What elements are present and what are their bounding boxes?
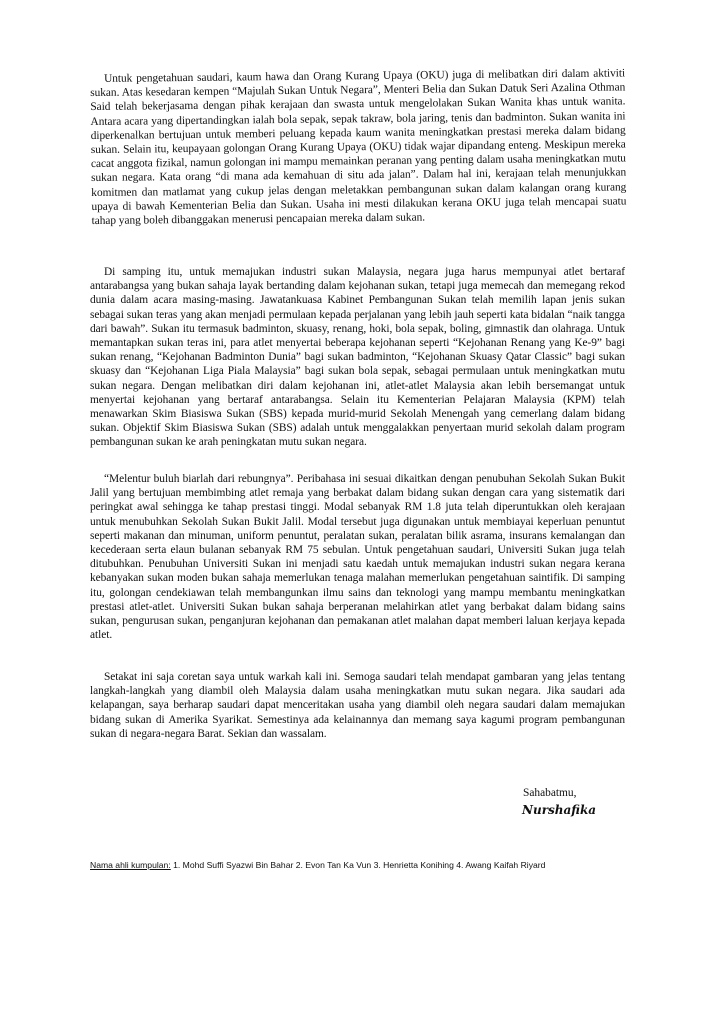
closing-salutation: Sahabatmu, — [523, 787, 577, 799]
footer-members: 1. Mohd Suffi Syazwi Bin Bahar 2. Evon Tan Ka Vun 3. Henrietta Konihing 4. Awang Kaifah Riyard — [173, 860, 546, 870]
paragraph-international-athletes: Di samping itu, untuk memajukan industri sukan Malaysia, negara juga harus mempunyai atlet bertaraf antarabangsa yang bukan sahaja layak bertanding dalam kejohanan sukan, tetapi juga memecah dan memegang rekod dunia dalam acara masing-masing. Jawatankuasa Kabinet Pembangunan Sukan telah memilih lapan jenis sukan sebagai sukan teras yang akan menjadi permulaan kepada perjalanan yang lebih jauh seperti kata bidalan “naik tangga dari bawah”. Sukan itu termasuk badminton, skuasy, renang, hoki, bola sepak, boling, gimnastik dan olahraga. Untuk memantapkan sukan teras ini, para atlet menyertai beberapa kejohanan seperti “Kejohanan Renang yang Ke-9” bagi sukan renang, “Kejohanan Badminton Dunia” bagi sukan badminton, “Kejohanan Skuasy Qatar Classic” bagi sukan skuasy dan “Kejohanan Liga Piala Malaysia” bagi sukan bola sepak, sebagai permulaan untuk meningkatkan mutu sukan negara. Dengan melibatkan diri dalam kejohanan ini, atlet-atlet Malaysia akan lebih bersemangat untuk menyertai kejohanan yang bertaraf antarabangsa. Selain itu Kementerian Pelajaran Malaysia (KPM) telah menawarkan Skim Biasiswa Sukan (SBS) kepada murid-murid Sekolah Menengah yang cemerlang dalam bidang sukan. Objektif Skim Biasiswa Sukan (SBS) adalah untuk menggalakkan penyertaan murid sekolah dalam program pembangunan sukan ke arah peningkatan mutu sukan negara. — [90, 266, 625, 449]
paragraph-conclusion: Setakat ini saja coretan saya untuk warkah kali ini. Semoga saudari telah mendapat gambaran yang jelas tentang langkah-langkah yang diambil oleh Malaysia dalam usaha meningkatkan mutu sukan negara. Jika saudari ada kelapangan, saya berharap saudari dapat menceritakan usaha yang diambil oleh negara saudari dalam memajukan bidang sukan di Amerika Syarikat. Semestinya ada kelainannya dan memang saya kagumi program pembangunan sukan di negara-negara Barat. Sekian dan wassalam. — [90, 671, 625, 740]
group-members-footer — [90, 860, 630, 870]
signature: Nurshafika — [522, 803, 597, 817]
paragraph-women-oku: Untuk pengetahuan saudari, kaum hawa dan Orang Kurang Upaya (OKU) juga di melibatkan diri dalam aktiviti sukan. Atas kesedaran kempen “Majulah Sukan Untuk Negara”, Menteri Belia dan Sukan Datuk Seri Azalina Othman Said telah bekerjasama dengan pihak kerajaan dan swasta untuk mengelolakan Sukan Wanita khas untuk wanita. Antara acara yang dipertandingkan ialah bola sepak, sepak takraw, bola jaring, tenis dan badminton. Sukan wanita ini diperkenalkan bertujuan untuk memberi peluang kepada kaum wanita meningkatkan prestasi mereka dalam bidang sukan. Selain itu, keupayaan golongan Orang Kurang Upaya (OKU) tidak wajar dipandang enteng. Meskipun mereka cacat anggota fizikal, namun golongan ini mampu memainkan peranan yang penting dalam usaha meningkatkan mutu sukan negara. Kata orang “di mana ada kemahuan di situ ada jalan”. Dalam hal ini, kerajaan telah menunjukkan komitmen dan matlamat yang cukup jelas dengan meletakkan pembangunan sukan dalam kalangan orang kurang upaya di bawah Kementerian Belia dan Sukan. Usaha ini mesti dilakukan kerana OKU juga telah mencapai suatu tahap yang boleh dibanggakan menerusi pencapaian mereka dalam sukan. — [90, 67, 627, 228]
footer-label: Nama ahli kumpulan: — [90, 860, 171, 870]
paragraph-sports-school: “Melentur buluh biarlah dari rebungnya”. Peribahasa ini sesuai dikaitkan dengan penubuhan Sekolah Sukan Bukit Jalil yang bertujuan membimbing atlet remaja yang berbakat dalam bidang sukan dengan cara yang sistematik dari peringkat awal sehingga ke tahap prestasi tinggi. Modal sebanyak RM 1.8 juta telah diperuntukkan oleh kerajaan untuk menubuhkan Sekolah Sukan Bukit Jalil. Modal tersebut juga digunakan untuk membiayai keperluan penuntut seperti makanan dan minuman, uniform penuntut, peralatan sukan, peralatan bilik asrama, insurans kemalangan dan kecederaan serta elaun bulanan sebanyak RM 75 sebulan. Untuk pengetahuan saudari, Universiti Sukan juga telah ditubuhkan. Penubuhan Universiti Sukan ini menjadi satu kaedah untuk memajukan industri sukan negara kerana kebanyakan sukan moden bukan sahaja memerlukan tenaga malahan memerlukan pengetahuan saintifik. Di samping itu, golongan cendekiawan telah membangunkan ilmu sains dan teknologi yang mampu membantu meningkatkan prestasi atlet-atlet. Universiti Sukan bukan sahaja berperanan melahirkan atlet yang berbakat dalam bidang sains sukan, pengurusan sukan, penganjuran kejohanan dan pemakanan atlet malahan dapat memberi laluan kerjaya kepada atlet. — [90, 473, 625, 642]
